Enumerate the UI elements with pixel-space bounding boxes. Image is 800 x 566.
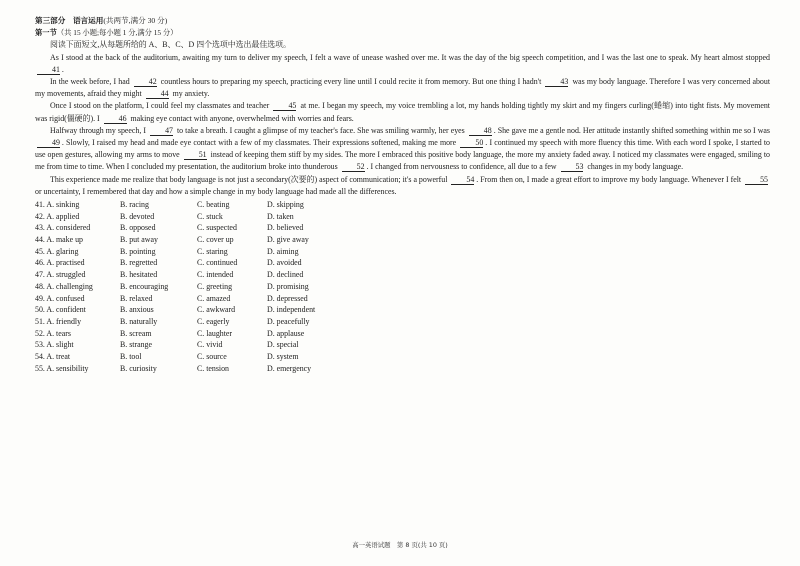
option-c: C. intended xyxy=(197,270,234,280)
option-c: C. laughter xyxy=(197,328,233,338)
blank-48: 48 xyxy=(469,126,492,136)
option-row-53 xyxy=(35,339,770,351)
p4-text-5: . I continued my speech with more fluency this time. With each word I spoke, I started to use open gestures, allowing my arms to move xyxy=(35,138,770,160)
option-row-45 xyxy=(35,246,770,258)
option-d: D. give away xyxy=(267,235,309,245)
part-title xyxy=(35,15,770,27)
option-b: B. scream xyxy=(120,328,152,338)
option-a: 48. A. challenging xyxy=(35,281,93,291)
option-c: C. amazed xyxy=(197,293,231,303)
paragraph-4 xyxy=(35,125,770,174)
p4-text-3: . She gave me a gentle nod. Her attitude instantly shifted something within me so I was xyxy=(493,125,770,135)
option-d: D. independent xyxy=(267,305,316,315)
p1-text-2: . xyxy=(61,64,64,74)
p2-text-2: countless hours to preparing my speech, practicing every line until I could recite it from memory. But one thing I hadn't xyxy=(158,77,544,87)
option-c: C. continued xyxy=(197,258,238,268)
p5-text-2: . From then on, I made a great effort to improve my body language. Whenever I felt xyxy=(476,174,744,184)
option-row-49 xyxy=(35,293,770,305)
p4-text-8: changes in my body language. xyxy=(585,162,684,172)
part-note: (共两节,满分 30 分) xyxy=(103,16,168,25)
blank-44: 44 xyxy=(146,89,169,99)
p4-text-7: . I changed from nervousness to confidence, all due to a few xyxy=(366,162,559,172)
option-a: 54. A. treat xyxy=(35,351,71,361)
section-title-text: 第一节 xyxy=(35,28,57,38)
option-row-52 xyxy=(35,328,770,340)
blank-46: 46 xyxy=(104,114,127,124)
option-a: 44. A. make up xyxy=(35,235,83,245)
option-b: B. pointing xyxy=(120,246,156,256)
page-footer: 高一英语试题 第 8 页(共 10 页) xyxy=(352,541,448,549)
p3-text-2: at me. I began my speech, my voice trembling a lot, my hands holding tightly my skirt and my fingers curling(蜷缩) into tight fists. My movement was rigid(僵硬的). I xyxy=(35,101,770,123)
paragraph-5 xyxy=(35,174,770,198)
option-a: 42. A. applied xyxy=(35,211,80,221)
blank-47: 47 xyxy=(150,126,173,136)
option-b: B. devoted xyxy=(120,211,155,221)
option-row-46 xyxy=(35,257,770,269)
option-a: 52. A. tears xyxy=(35,328,71,338)
option-row-54 xyxy=(35,351,770,363)
option-d: D. avoided xyxy=(267,258,302,268)
option-c: C. stuck xyxy=(197,211,223,221)
option-d: D. declined xyxy=(267,270,304,280)
section-note: （共 15 小题;每小题 1 分,满分 15 分） xyxy=(56,28,178,38)
option-row-44 xyxy=(35,234,770,246)
option-c: C. greeting xyxy=(197,281,233,291)
option-a: 50. A. confident xyxy=(35,305,86,315)
option-d: D. skipping xyxy=(267,200,304,210)
blank-50: 50 xyxy=(460,138,483,148)
option-b: B. anxious xyxy=(120,305,154,315)
p4-text-2: to take a breath. I caught a glimpse of my teacher's face. She was smiling warmly, her eyes xyxy=(174,125,467,135)
option-b: B. regretted xyxy=(120,258,158,268)
option-d: D. applause xyxy=(267,328,305,338)
option-d: D. taken xyxy=(267,211,294,221)
p4-text-6: instead of keeping them stiff by my sides. The more I embraced this positive body language, the more my anxiety faded away. I noticed my classmates were engaged, smiling to me from time to time. When I concluded my presentation, the auditorium broke into thunderous xyxy=(35,150,771,172)
answer-options xyxy=(35,199,770,374)
option-row-51 xyxy=(35,316,770,328)
option-a: 55. A. sensibility xyxy=(35,363,89,373)
p4-text-1: Halfway through my speech, I xyxy=(50,125,149,135)
blank-45: 45 xyxy=(273,101,296,111)
option-b: B. racing xyxy=(120,200,149,210)
blank-52: 52 xyxy=(342,162,365,172)
part-title-text: 第三部分 语言运用 xyxy=(35,16,104,25)
option-b: B. naturally xyxy=(120,316,158,326)
option-c: C. beating xyxy=(197,200,230,210)
option-a: 45. A. glaring xyxy=(35,246,79,256)
option-c: C. cover up xyxy=(197,235,234,245)
p2-text-1: In the week before, I had xyxy=(50,77,132,87)
option-d: D. emergency xyxy=(267,363,312,373)
paragraph-1 xyxy=(35,52,770,76)
p2-text-4: my anxiety. xyxy=(170,89,210,99)
option-d: D. peacefully xyxy=(267,316,310,326)
option-c: C. suspected xyxy=(197,223,237,233)
option-d: D. special xyxy=(267,340,299,350)
blank-54: 54 xyxy=(451,175,474,185)
option-c: C. eagerly xyxy=(197,316,230,326)
option-d: D. believed xyxy=(267,223,304,233)
option-a: 46. A. practised xyxy=(35,258,85,268)
option-b: B. hesitated xyxy=(120,270,158,280)
blank-42: 42 xyxy=(134,77,157,87)
option-row-50 xyxy=(35,304,770,316)
option-c: C. staring xyxy=(197,246,228,256)
p2-text-3: was my body language. Therefore I was very concerned about my movements, afraid they might xyxy=(35,77,771,99)
p4-text-4: . Slowly, I raised my head and made eye contact with a few of my classmates. Their expressions softened, making me more xyxy=(61,138,459,148)
p3-text-1: Once I stood on the platform, I could feel my classmates and teacher xyxy=(50,101,272,111)
option-b: B. strange xyxy=(120,340,152,350)
paragraph-2 xyxy=(35,76,770,100)
option-a: 49. A. confused xyxy=(35,293,85,303)
option-row-41 xyxy=(35,199,770,211)
option-a: 47. A. struggled xyxy=(35,270,86,280)
option-c: C. vivid xyxy=(197,340,223,350)
option-row-43 xyxy=(35,222,770,234)
option-b: B. curiosity xyxy=(120,363,157,373)
p5-text-3: or uncertainty, I remembered that day and how a simple change in my body language had made all the differences. xyxy=(35,186,397,196)
option-b: B. opposed xyxy=(120,223,156,233)
option-b: B. tool xyxy=(120,351,142,361)
option-a: 43. A. considered xyxy=(35,223,91,233)
p1-text-1: As I stood at the back of the auditorium, awaiting my turn to deliver my speech, I felt a wave of unease washed over me. It was the day of the big speech competition, and I was the last one to speak. My heart almost stopped xyxy=(50,52,770,62)
option-b: B. relaxed xyxy=(120,293,153,303)
option-row-47 xyxy=(35,269,770,281)
option-c: C. source xyxy=(197,351,227,361)
paragraph-3 xyxy=(35,100,770,124)
blank-43: 43 xyxy=(545,77,568,87)
blank-51: 51 xyxy=(184,150,207,160)
option-d: D. promising xyxy=(267,281,309,291)
option-c: C. awkward xyxy=(197,305,236,315)
blank-41: 41 xyxy=(37,65,60,75)
option-row-48 xyxy=(35,281,770,293)
option-d: D. depressed xyxy=(267,293,308,303)
option-c: C. tension xyxy=(197,363,230,373)
option-d: D. system xyxy=(267,351,299,361)
p5-text-1: This experience made me realize that body language is not just a secondary(次要的) aspect of communication; it's a powerful xyxy=(50,174,450,184)
section-title xyxy=(35,27,770,39)
p3-text-3: making eye contact with anyone, overwhelmed with worries and fears. xyxy=(128,113,354,123)
blank-53: 53 xyxy=(561,162,584,172)
option-row-42 xyxy=(35,211,770,223)
option-d: D. aiming xyxy=(267,246,299,256)
option-row-55 xyxy=(35,363,770,375)
instructions: 阅读下面短文,从每题所给的 A、B、C、D 四个选项中选出最佳选项。 xyxy=(50,40,291,50)
option-a: 53. A. slight xyxy=(35,340,74,350)
blank-55: 55 xyxy=(745,175,768,185)
option-b: B. encouraging xyxy=(120,281,169,291)
option-b: B. put away xyxy=(120,235,158,245)
blank-49: 49 xyxy=(37,138,60,148)
option-a: 51. A. friendly xyxy=(35,316,82,326)
option-a: 41. A. sinking xyxy=(35,200,80,210)
